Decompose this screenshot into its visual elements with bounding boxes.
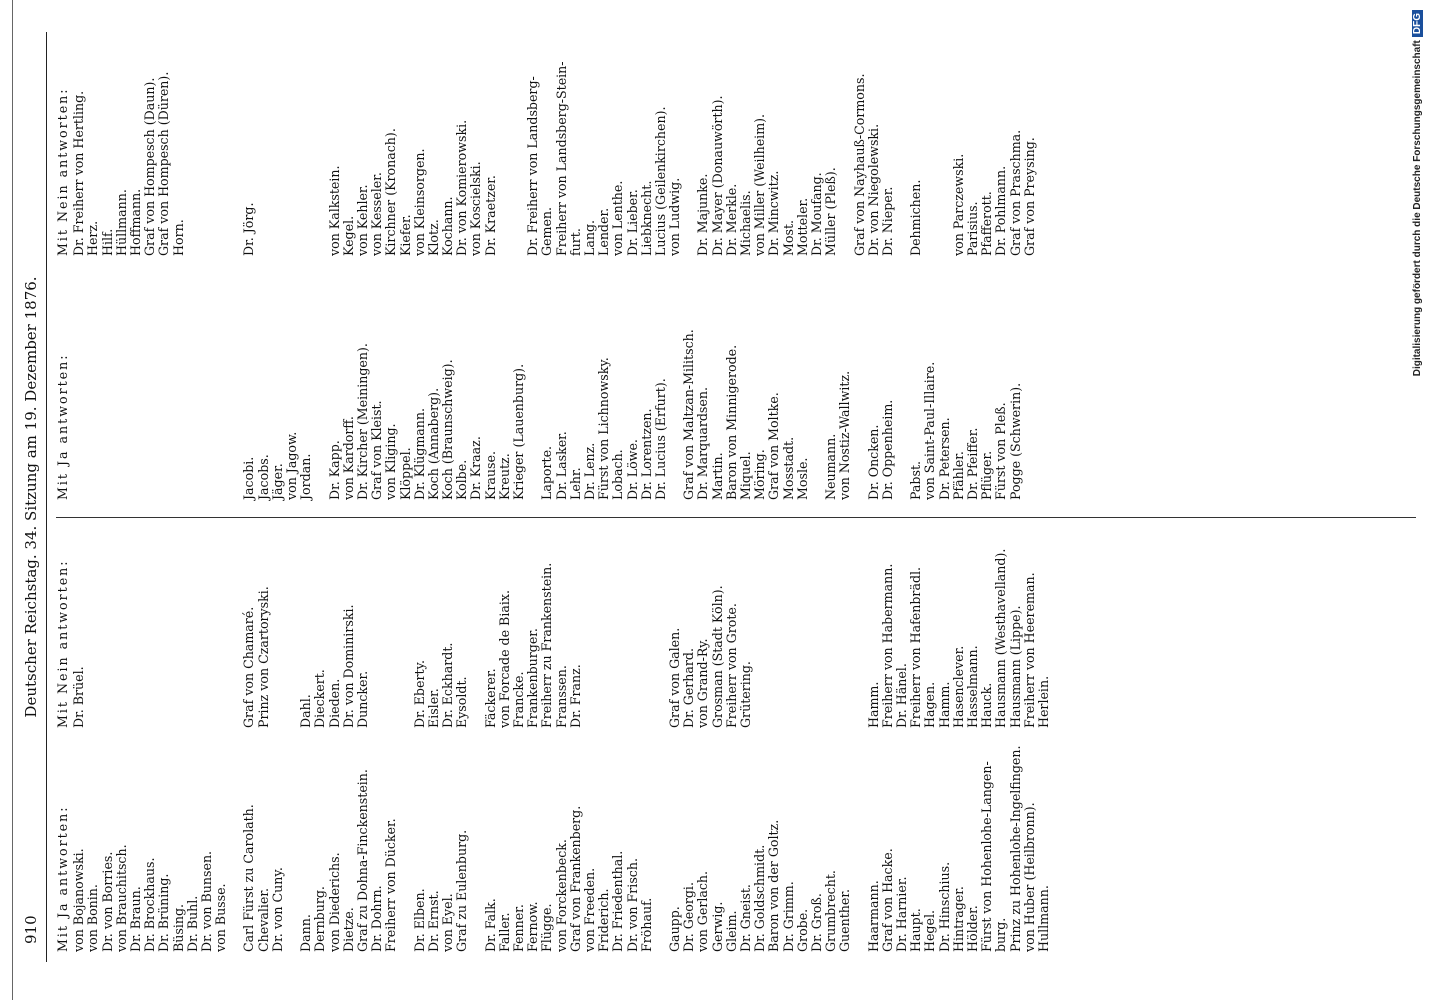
running-header bbox=[18, 32, 47, 962]
member-name bbox=[228, 329, 242, 500]
member-name: Mosstadt. bbox=[780, 436, 796, 500]
member-name bbox=[115, 549, 129, 728]
member-name bbox=[469, 746, 483, 952]
member-name: Franssen. bbox=[553, 665, 569, 728]
member-name: Dr. Hinschius. bbox=[936, 861, 952, 952]
member-name: Eysoldt. bbox=[454, 676, 470, 728]
member-name: Neumann. bbox=[823, 433, 839, 500]
member-name: Haarmann. bbox=[865, 880, 881, 952]
member-name: Grobe. bbox=[794, 908, 810, 952]
member-name: Dr. Hänel. bbox=[894, 663, 910, 728]
member-name: Duncker. bbox=[354, 670, 370, 728]
member-name: von Bojanowski. bbox=[71, 848, 87, 952]
member-name: Graf von Praschma. bbox=[1007, 129, 1023, 256]
member-name: von Huber (Heilbronn). bbox=[1021, 802, 1037, 952]
member-name: von Eyel. bbox=[440, 893, 456, 952]
member-name bbox=[200, 329, 214, 500]
bottom-ja-heading: Mit Ja antworten: bbox=[55, 353, 70, 500]
member-name bbox=[200, 549, 214, 728]
member-name: Graf von Maltzan-Militsch. bbox=[681, 329, 697, 500]
member-name bbox=[72, 329, 86, 500]
member-name: Dr. Elben. bbox=[411, 888, 427, 952]
member-name: Lobach. bbox=[610, 449, 626, 500]
member-name: Freiherr von Grote. bbox=[723, 603, 739, 728]
member-name: Hausmann (Lippe). bbox=[1007, 605, 1023, 728]
member-name: Kolbe. bbox=[454, 459, 470, 500]
bottom-nein-heading: Mit Nein antworten: bbox=[55, 87, 70, 256]
member-name bbox=[157, 549, 171, 728]
member-name bbox=[101, 329, 115, 500]
member-name: Dr. Klügmann. bbox=[411, 407, 427, 500]
member-name: Guenther. bbox=[837, 889, 853, 952]
member-name: von Freeden. bbox=[581, 867, 597, 952]
member-name bbox=[271, 61, 285, 256]
member-name: Grumbrecht. bbox=[823, 870, 839, 952]
member-name bbox=[782, 549, 796, 728]
member-name: Most. bbox=[780, 219, 796, 256]
member-name bbox=[853, 746, 867, 952]
member-name: Dr. Ernst. bbox=[425, 890, 441, 952]
bottom-nein-list bbox=[72, 61, 1037, 256]
member-name: Hauck. bbox=[979, 682, 995, 728]
member-name: Grosman (Stadt Köln). bbox=[709, 585, 725, 728]
member-name: Krieger (Lauenburg). bbox=[511, 363, 527, 500]
member-name: Dehmichen. bbox=[908, 179, 924, 256]
page-number: 910 bbox=[22, 915, 40, 944]
member-name: Dr. von Niegolewski. bbox=[865, 123, 881, 256]
member-name: Freiherr von Heereman. bbox=[1021, 572, 1037, 728]
member-name bbox=[313, 61, 327, 256]
member-name: Kreutz. bbox=[496, 453, 512, 500]
member-name: Dr. Löwe. bbox=[624, 439, 640, 500]
member-name: Chevalier. bbox=[255, 888, 271, 952]
member-name: Fürst von Lichnowsky. bbox=[596, 357, 612, 500]
member-name: Dr. Buhl. bbox=[184, 895, 200, 952]
member-name: Krause. bbox=[482, 451, 498, 500]
member-name: Graf von Galen. bbox=[667, 627, 683, 728]
top-ja-list bbox=[72, 746, 1051, 952]
member-name bbox=[526, 329, 540, 500]
member-name: Möring. bbox=[752, 449, 768, 500]
member-name bbox=[101, 549, 115, 728]
member-name: Hullmann. bbox=[1035, 885, 1051, 952]
member-name: Freiherr von Hafenbrädl. bbox=[908, 566, 924, 728]
member-name: Baron von Minnigerode. bbox=[723, 344, 739, 500]
member-name: Lang. bbox=[581, 219, 597, 256]
member-name bbox=[923, 61, 937, 256]
funding-credit bbox=[1412, 10, 1426, 990]
member-name: Dr. Eberty. bbox=[411, 660, 427, 728]
member-name bbox=[313, 329, 327, 500]
member-name: Dr. Freiherr von Hertling. bbox=[71, 90, 87, 256]
member-name bbox=[469, 549, 483, 728]
member-name: Dr. Gerhard. bbox=[681, 648, 697, 728]
top-nein-list bbox=[72, 549, 1051, 728]
page-title: Deutscher Reichstag. 34. Sitzung am 19. Dezember 1876. bbox=[22, 276, 40, 718]
member-name: Jäger. bbox=[269, 463, 285, 500]
member-name: von Nostiz-Wallwitz. bbox=[837, 370, 853, 500]
member-name: von Kardorff. bbox=[340, 416, 356, 500]
member-name: Dann. bbox=[298, 914, 314, 952]
member-name bbox=[285, 61, 299, 256]
member-name: Dr. Kircher (Meiningen). bbox=[354, 343, 370, 500]
member-name: burg. bbox=[993, 917, 1009, 952]
member-name: Kochann. bbox=[440, 196, 456, 256]
member-name: Michaelis. bbox=[738, 190, 754, 256]
member-name: Pflüger. bbox=[979, 450, 995, 500]
member-name: Freiherr zu Frankenstein. bbox=[539, 562, 555, 728]
member-name: Dr. Marquardsen. bbox=[695, 387, 711, 500]
member-name: von Gerlach. bbox=[695, 870, 711, 952]
member-name: Prinz von Czartoryski. bbox=[255, 586, 271, 728]
member-name: Hasselmann. bbox=[965, 645, 981, 728]
member-name bbox=[186, 549, 200, 728]
member-name: Fernow. bbox=[525, 901, 541, 952]
member-name: Dr. Oppenheim. bbox=[879, 399, 895, 500]
member-name: Pfafferott. bbox=[979, 191, 995, 256]
member-name: Dr. Pfeiffer. bbox=[965, 427, 981, 500]
member-name: von Kalkstein. bbox=[326, 165, 342, 256]
member-name: Dieden. bbox=[326, 678, 342, 728]
member-name: Hüllmann. bbox=[113, 189, 129, 256]
member-name: Baron von der Goltz. bbox=[766, 819, 782, 952]
member-name: Horn. bbox=[170, 219, 186, 256]
member-name: Dr. Mayer (Donauwörth). bbox=[709, 95, 725, 256]
member-name bbox=[938, 61, 952, 256]
member-name bbox=[143, 549, 157, 728]
bottom-ja-column bbox=[56, 329, 1023, 500]
member-name: Dr. von Cuny. bbox=[269, 867, 285, 952]
member-name: von Kesseler. bbox=[369, 172, 385, 256]
member-name: Dr. Gneist. bbox=[738, 884, 754, 952]
member-name: furt. bbox=[567, 228, 583, 256]
member-name bbox=[611, 549, 625, 728]
member-name bbox=[796, 549, 810, 728]
member-name: Dr. Nieper. bbox=[879, 186, 895, 256]
member-name: Flügge. bbox=[539, 903, 555, 952]
member-name: Fröhauf. bbox=[638, 897, 654, 952]
member-name: Klotz. bbox=[425, 219, 441, 256]
member-name: Jacobs. bbox=[255, 454, 271, 500]
member-name bbox=[668, 329, 682, 500]
member-name: Dr. von Komierowski. bbox=[454, 119, 470, 256]
member-name bbox=[853, 329, 867, 500]
member-name bbox=[583, 549, 597, 728]
member-name: Dr. Kapp. bbox=[326, 440, 342, 500]
member-name: Hoffmann. bbox=[127, 188, 143, 256]
member-name bbox=[767, 549, 781, 728]
member-name: Francke. bbox=[511, 671, 527, 728]
member-name: von Parczewski. bbox=[950, 153, 966, 256]
member-name: Frankenburger. bbox=[525, 628, 541, 728]
member-name bbox=[399, 746, 413, 952]
member-name: Martin. bbox=[709, 452, 725, 500]
member-name bbox=[654, 549, 668, 728]
member-name: Dr. Jörg. bbox=[241, 202, 257, 256]
member-name bbox=[384, 549, 398, 728]
member-name: Dr. Georgi. bbox=[681, 882, 697, 952]
member-name: Dr. Oncken. bbox=[865, 424, 881, 500]
member-name bbox=[172, 329, 186, 500]
member-name: von Kehler. bbox=[354, 184, 370, 256]
member-name: Kegel. bbox=[340, 215, 356, 256]
member-name: Dr. Groß. bbox=[808, 893, 824, 952]
member-name bbox=[257, 61, 271, 256]
member-name: Miquel. bbox=[738, 451, 754, 500]
member-name: Dr. Falk. bbox=[482, 898, 498, 952]
member-name bbox=[157, 329, 171, 500]
member-name: Laporte. bbox=[539, 445, 555, 500]
member-name bbox=[810, 329, 824, 500]
member-name: Dr. Kraetzer. bbox=[482, 175, 498, 256]
member-name bbox=[186, 329, 200, 500]
member-name: von Koscielski. bbox=[468, 161, 484, 256]
member-name: Dr. Kraaz. bbox=[468, 436, 484, 500]
member-name bbox=[129, 329, 143, 500]
member-name: Koch (Braunschweig). bbox=[440, 359, 456, 500]
member-name: Dr. Lasker. bbox=[553, 431, 569, 500]
member-name: Dr. Lorentzen. bbox=[638, 408, 654, 500]
member-name bbox=[597, 549, 611, 728]
member-name bbox=[838, 549, 852, 728]
member-name: Müller (Pleß). bbox=[823, 167, 839, 256]
bottom-nein-column bbox=[56, 61, 1037, 256]
member-name: Hegel. bbox=[922, 910, 938, 952]
member-name bbox=[285, 746, 299, 952]
member-name: Graf von Nayhauß-Cormons. bbox=[851, 73, 867, 256]
member-name bbox=[200, 61, 214, 256]
member-name bbox=[640, 549, 654, 728]
member-name: Hintrager. bbox=[950, 886, 966, 952]
member-name: von Miller (Weilheim). bbox=[752, 113, 768, 256]
member-name: Koch (Annaberg). bbox=[425, 387, 441, 500]
member-name bbox=[86, 549, 100, 728]
member-name: Dr. Freiherr von Landsberg- bbox=[525, 76, 541, 256]
member-name: Dr. Brockhaus. bbox=[142, 857, 158, 952]
member-name: Pfähler. bbox=[950, 451, 966, 500]
member-name: Lucius (Geilenkirchen). bbox=[652, 106, 668, 256]
member-name: von Busse. bbox=[213, 883, 229, 952]
member-name: Dr. Lucius (Erfurt). bbox=[652, 378, 668, 500]
member-name: Hasenclever. bbox=[950, 645, 966, 728]
member-name: Fürst von Hohenlohe-Langen- bbox=[979, 761, 995, 952]
member-name: Dr. Franz. bbox=[567, 664, 583, 728]
member-name: Klöppel. bbox=[397, 447, 413, 500]
member-name: Gleim. bbox=[723, 910, 739, 952]
member-name bbox=[228, 549, 242, 728]
member-name: Dieckert. bbox=[312, 669, 328, 728]
member-name: Haupt. bbox=[908, 908, 924, 952]
member-name: Herlein. bbox=[1035, 675, 1051, 728]
column-divider bbox=[56, 517, 1416, 518]
member-name: Graf von Hompesch (Daun). bbox=[142, 77, 158, 256]
member-name: Dahl. bbox=[298, 694, 314, 728]
member-name: Lender. bbox=[596, 207, 612, 256]
member-name: von Bonin. bbox=[85, 884, 101, 952]
member-name: Mosle. bbox=[794, 457, 810, 500]
member-name: Dr. Brüning. bbox=[156, 873, 172, 952]
member-name: Dr. Lieber. bbox=[624, 189, 640, 256]
member-name: Parisius. bbox=[965, 201, 981, 256]
member-name: Dr. Petersen. bbox=[936, 417, 952, 500]
member-name: Fenner. bbox=[511, 904, 527, 952]
member-name: Dr. Pohlmann. bbox=[993, 165, 1009, 256]
member-name: Grütering. bbox=[738, 661, 754, 728]
member-name: Dernburg. bbox=[312, 886, 328, 952]
member-name bbox=[285, 549, 299, 728]
member-name: Kiefer. bbox=[397, 214, 413, 256]
member-name: Faller. bbox=[496, 912, 512, 952]
member-name: Dr. Merkle. bbox=[723, 183, 739, 256]
member-name: Dr. von Frisch. bbox=[624, 858, 640, 952]
member-name bbox=[810, 549, 824, 728]
member-name: Prinz zu Hohenlohe-Ingelfingen. bbox=[1007, 745, 1023, 952]
member-name: Dr. Majunke. bbox=[695, 173, 711, 256]
member-name bbox=[228, 61, 242, 256]
member-name: von Lenthe. bbox=[610, 180, 626, 256]
member-name bbox=[172, 549, 186, 728]
member-name: Dr. Braun. bbox=[127, 886, 143, 952]
member-name: Fäckerer. bbox=[482, 668, 498, 728]
member-name: Graf von Preysing. bbox=[1021, 137, 1037, 256]
member-name: Pogge (Schwerin). bbox=[1007, 382, 1023, 500]
member-name bbox=[186, 61, 200, 256]
member-name: von Jagow. bbox=[284, 431, 300, 500]
member-name bbox=[129, 549, 143, 728]
member-name bbox=[370, 549, 384, 728]
member-name bbox=[654, 746, 668, 952]
member-name: Hilf. bbox=[99, 228, 115, 256]
member-name: Lehr. bbox=[567, 467, 583, 500]
member-name: Hausmann (Westhavelland). bbox=[993, 548, 1009, 728]
member-name: Graf von Moltke. bbox=[766, 392, 782, 500]
member-name: Graf von Hompesch (Düren). bbox=[156, 71, 172, 256]
member-name: Hamm. bbox=[865, 681, 881, 728]
member-name: Kirchner (Kronach). bbox=[383, 128, 399, 256]
dfg-logo: DFG bbox=[1412, 10, 1423, 37]
top-nein-heading: Mit Nein antworten: bbox=[55, 559, 70, 728]
member-name: Dr. Brüel. bbox=[71, 666, 87, 728]
member-name: Jordan. bbox=[298, 453, 314, 500]
member-name: Graf zu Dohna-Finckenstein. bbox=[354, 769, 370, 952]
top-ja-column bbox=[56, 746, 1051, 952]
member-name bbox=[498, 61, 512, 256]
member-name: von Diederichs. bbox=[326, 852, 342, 952]
member-name bbox=[214, 549, 228, 728]
member-name bbox=[753, 549, 767, 728]
member-name: Dr. Harnier. bbox=[894, 876, 910, 952]
member-name bbox=[626, 549, 640, 728]
member-name: von Grand-Ry. bbox=[695, 638, 711, 728]
member-name: Jacobi. bbox=[241, 456, 257, 500]
member-name bbox=[214, 329, 228, 500]
funding-credit-text: Digitalisierung gefördert durch die Deutsche Forschungsgemeinschaft bbox=[1412, 40, 1423, 377]
member-name: von Saint-Paul-Illaire. bbox=[922, 361, 938, 500]
member-name: Dr. von Borries. bbox=[99, 851, 115, 952]
member-name bbox=[399, 549, 413, 728]
member-name: Dietze. bbox=[340, 907, 356, 952]
member-name: von Kliging. bbox=[383, 423, 399, 500]
member-name: Carl Fürst zu Carolath. bbox=[241, 804, 257, 952]
member-name bbox=[895, 329, 909, 500]
member-name: Eisler. bbox=[425, 688, 441, 728]
member-name: Graf von Hacke. bbox=[879, 848, 895, 952]
member-name: Graf von Kleist. bbox=[369, 400, 385, 500]
member-name: Fürst von Pleß. bbox=[993, 402, 1009, 500]
member-name bbox=[512, 61, 526, 256]
funding-credit-sidebar bbox=[1412, 10, 1426, 990]
member-name: von Kleinsorgen. bbox=[411, 148, 427, 256]
member-name: Freiherr von Landsberg-Stein- bbox=[553, 61, 569, 256]
member-name: Dr. von Dominirski. bbox=[340, 604, 356, 728]
member-name bbox=[86, 329, 100, 500]
member-name: Gemen. bbox=[539, 206, 555, 256]
top-nein-column bbox=[56, 549, 1051, 728]
member-name: von Brauchitsch. bbox=[113, 844, 129, 952]
member-name bbox=[228, 746, 242, 952]
member-name: Dr. Grimm. bbox=[780, 881, 796, 952]
member-name bbox=[895, 61, 909, 256]
member-name: Hölder. bbox=[965, 905, 981, 952]
member-name bbox=[838, 61, 852, 256]
member-name: Gerwig. bbox=[709, 901, 725, 952]
member-name: Hamm. bbox=[936, 681, 952, 728]
member-name bbox=[682, 61, 696, 256]
bottom-ja-list bbox=[72, 329, 1023, 500]
member-name: Dr. Mincwitz. bbox=[766, 170, 782, 256]
member-name: Freiherr von Habermann. bbox=[879, 563, 895, 728]
member-name bbox=[824, 549, 838, 728]
top-ja-heading: Mit Ja antworten: bbox=[55, 805, 70, 952]
member-name: Dr. Eckhardt. bbox=[440, 642, 456, 728]
member-name bbox=[143, 329, 157, 500]
member-name: Dr. Goldschmidt. bbox=[752, 844, 768, 952]
member-name bbox=[853, 549, 867, 728]
member-name: Herz. bbox=[85, 220, 101, 256]
member-name bbox=[115, 329, 129, 500]
member-name: Dr. von Bunsen. bbox=[198, 850, 214, 952]
member-name bbox=[299, 61, 313, 256]
member-name: Graf von Frankenberg. bbox=[567, 805, 583, 952]
member-name: Liebknecht. bbox=[638, 180, 654, 256]
member-name: von Forckenbeck. bbox=[553, 839, 569, 952]
member-name: Freiherr von Dücker. bbox=[383, 818, 399, 952]
member-name: Gaupp. bbox=[667, 906, 683, 952]
member-name: Dr. Friedenthal. bbox=[610, 850, 626, 952]
member-name: Pabst. bbox=[908, 460, 924, 500]
member-name: Büsing. bbox=[170, 903, 186, 952]
member-name: Friderich. bbox=[596, 888, 612, 952]
member-name: von Ludwig. bbox=[667, 177, 683, 256]
member-name: Motteler. bbox=[794, 197, 810, 256]
member-name: Graf zu Eulenburg. bbox=[454, 829, 470, 952]
member-name bbox=[271, 549, 285, 728]
member-name bbox=[214, 61, 228, 256]
member-name: Dr. Dohrn. bbox=[369, 885, 385, 952]
member-name: Graf von Chamaré. bbox=[241, 606, 257, 728]
member-name: von Forcade de Biaix. bbox=[496, 590, 512, 728]
member-name: Hagen. bbox=[922, 681, 938, 728]
member-name: Dr. Lenz. bbox=[581, 442, 597, 500]
member-name: Dr. Moufang. bbox=[808, 172, 824, 256]
